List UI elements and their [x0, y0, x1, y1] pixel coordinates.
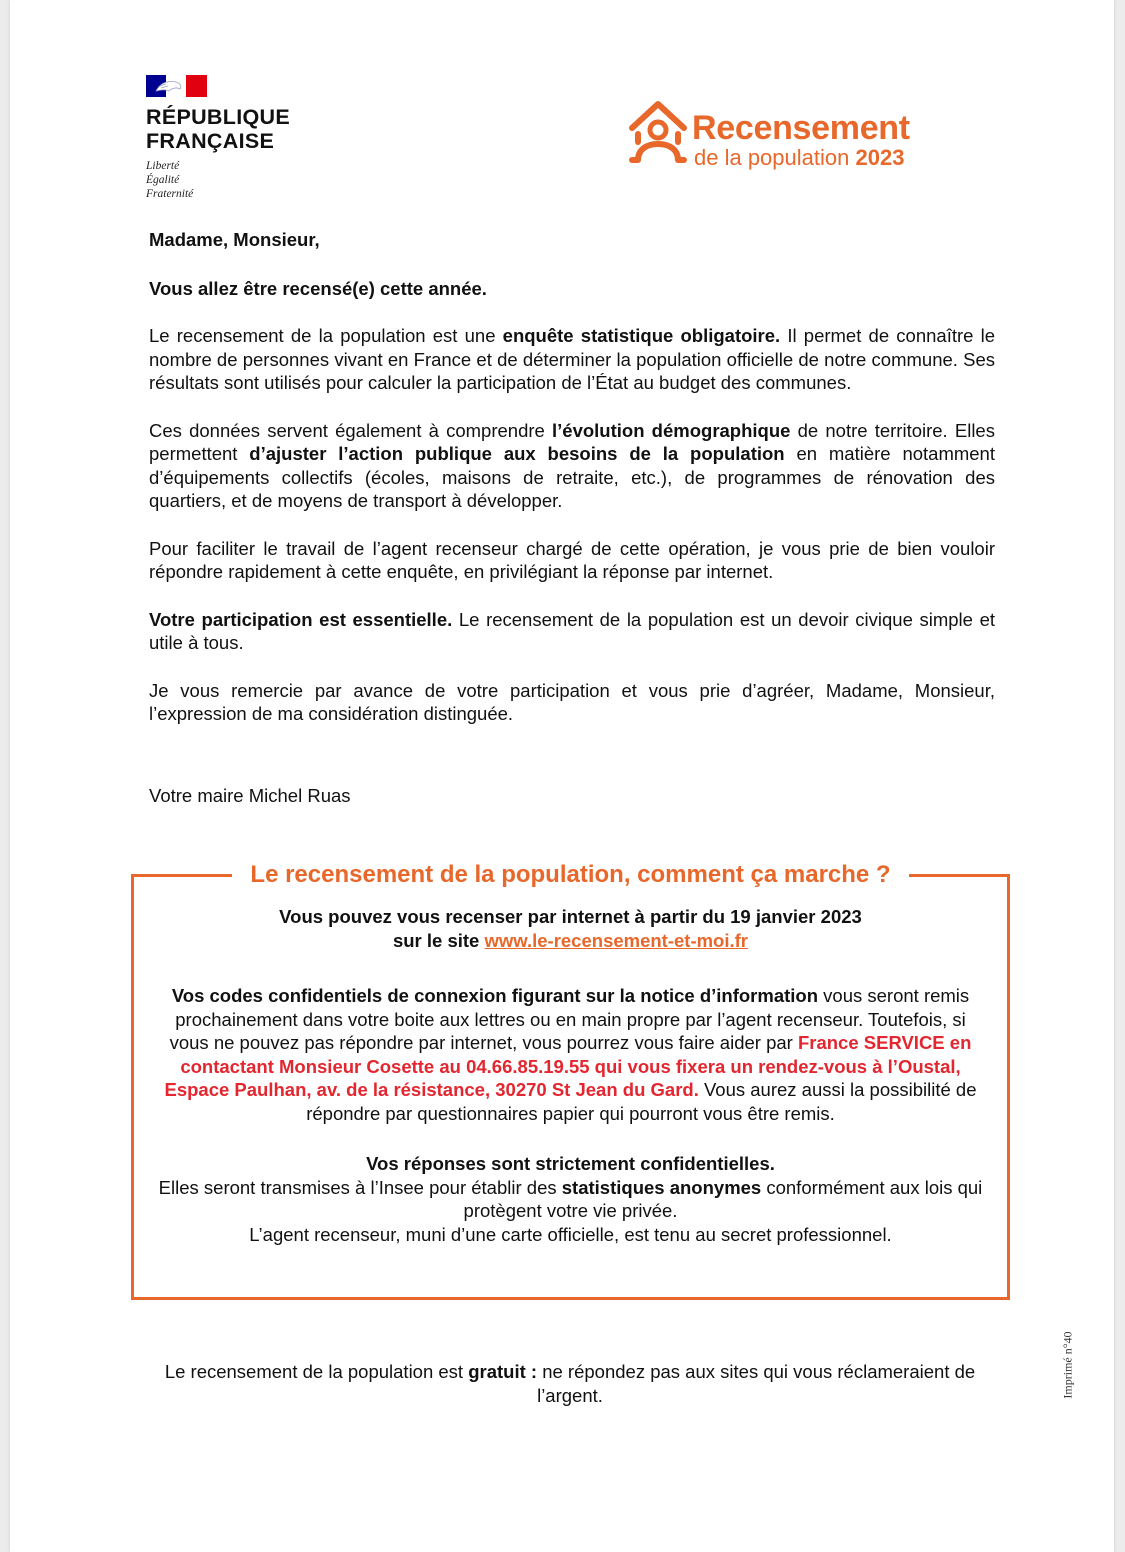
- francaise-line: FRANÇAISE: [146, 129, 275, 153]
- info-box-title: Le recensement de la population, comment ça marche ?: [134, 860, 1007, 890]
- document-page: [10, 0, 1114, 1552]
- codes-info: Vos codes confidentiels de connexion figurant sur la notice d’information vous seront remis prochainement dans votre boite aux lettres ou en main propre par l’agent recenseur. Toutefois, si vous ne pouvez pas répondre par internet, vous pourrez vous faire aider par France SERVICE en contactant Monsieur Cosette au 04.66.85.19.55 qui vous fixera un rendez-vous à l’Oustal, Espace Paulhan, av. de la résistance, 30270 St Jean du Gard. Vous aurez aussi la possibilité de répondre par questionnaires papier qui pourront vous être remis.: [164, 985, 977, 1124]
- recensement-year: 2023: [855, 145, 905, 170]
- paragraph-3: Pour faciliter le travail de l’agent recenseur chargé de cette opération, je vous prie de bien vouloir répondre rapidement à cette enquête, en privilégiant la réponse par internet.: [149, 537, 995, 582]
- info-box: [131, 861, 1010, 1300]
- tricolor-flag-icon: [146, 75, 207, 97]
- letter-body: [149, 228, 995, 831]
- motto: [146, 159, 290, 201]
- motto-liberte: Liberté: [146, 160, 180, 172]
- recensement-subtitle: [694, 146, 904, 170]
- paragraph-1: Le recensement de la population est une enquête statistique obligatoire. Il permet de connaître le nombre de personnes vivant en France et de déterminer la population officielle de notre commune. Ses résultats sont utilisés pour calculer la participation de l’État au budget des communes.: [149, 325, 995, 393]
- motto-egalite: Égalité: [146, 174, 180, 186]
- greeting: Madame, Monsieur,: [149, 229, 320, 250]
- footer-note: Le recensement de la population est gratuit : ne répondez pas aux sites qui vous réclameraient de l’argent.: [164, 1361, 976, 1406]
- paragraph-5: Je vous remercie par avance de votre participation et vous prie d’agréer, Madame, Monsieur, l’expression de ma considération distinguée.: [149, 679, 995, 724]
- recensement-title: Recensement: [692, 109, 910, 147]
- print-reference: Imprimé n°40: [1060, 1331, 1075, 1399]
- motto-fraternite: Fraternité: [146, 188, 194, 200]
- republique-francaise-logo: [146, 75, 290, 201]
- france-service-info: France SERVICE en contactant Monsieur Cosette au 04.66.85.19.55 qui vous fixera un rendez-vous à l’Oustal, Espace Paulhan, av. de la résistance, 30270 St Jean du Gard.: [164, 1032, 972, 1100]
- info-box-content: [156, 905, 985, 1269]
- recensement-logo: [626, 98, 926, 176]
- marianne-profile-icon: [152, 77, 186, 95]
- internet-info: Vous pouvez vous recenser par internet à partir du 19 janvier 2023 sur le site www.le-recensement-et-moi.fr: [279, 906, 862, 951]
- republique-francaise-text: [146, 105, 290, 153]
- paragraph-2: Ces données servent également à comprendre l’évolution démographique de notre territoire. Elles permettent d’ajuster l’action publique aux besoins de la population en matière notamment d’équipements collectifs (écoles, maisons de retraite, etc.), de programmes de rénovation des quartiers, et de moyens de transport à développer.: [149, 419, 995, 511]
- lead-sentence: Vous allez être recensé(e) cette année.: [149, 277, 487, 299]
- website-link[interactable]: www.le-recensement-et-moi.fr: [484, 929, 749, 951]
- house-person-icon: [626, 98, 690, 170]
- signature: Votre maire Michel Ruas: [149, 784, 351, 806]
- recensement-sub-text: de la population: [694, 145, 850, 170]
- confidentiality-info: Vos réponses sont strictement confidentielles. Elles seront transmises à l’Insee pour établir des statistiques anonymes conformément aux lois qui protègent votre vie privée. L’agent recenseur, muni d’une carte officielle, est tenu au secret professionnel.: [158, 1153, 983, 1245]
- paragraph-4: Votre participation est essentielle. Le recensement de la population est un devoir civique simple et utile à tous.: [149, 608, 995, 653]
- republique-line: RÉPUBLIQUE: [146, 105, 290, 129]
